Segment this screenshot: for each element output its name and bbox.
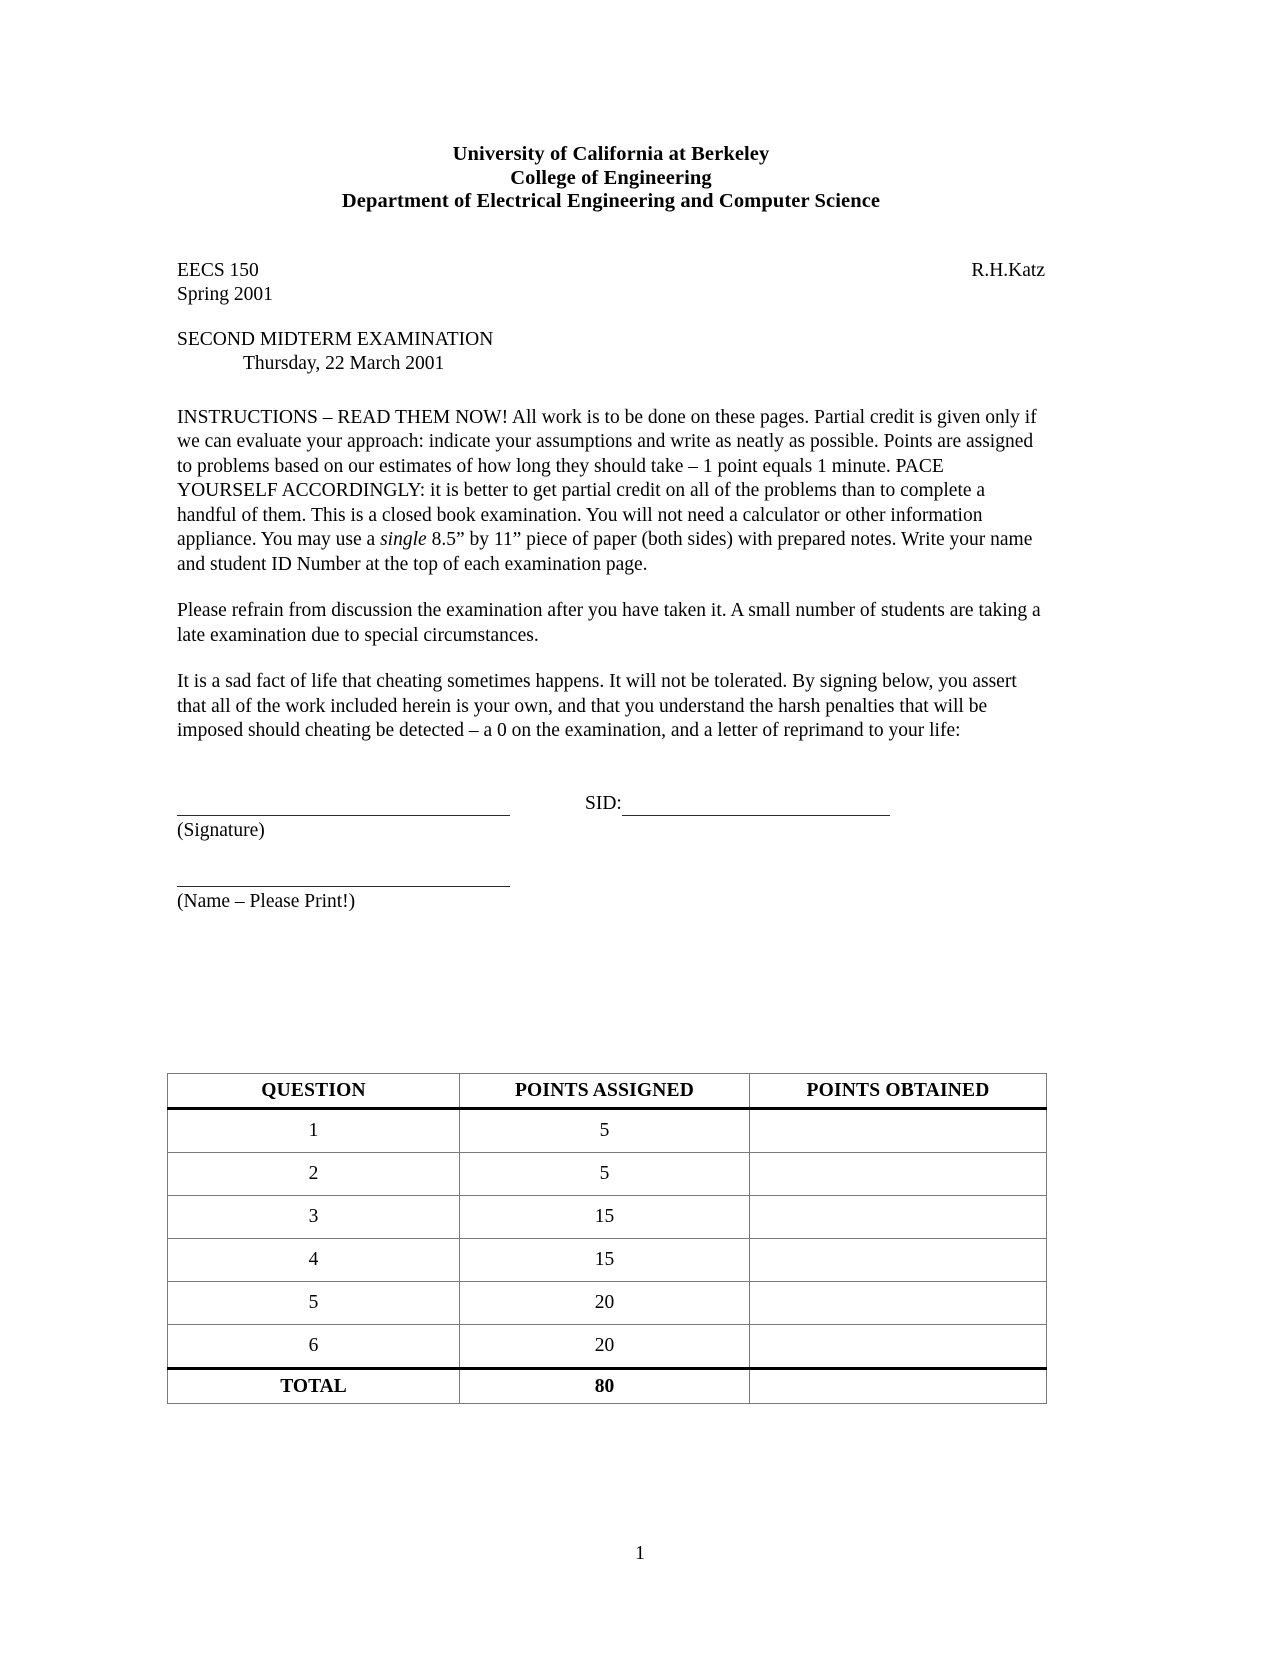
score-table (167, 1073, 1047, 1404)
instructions-paragraph-2: Please refrain from discussion the examination after you have taken it. A small number of students are taking a late examination due to special circumstances. (177, 600, 1041, 646)
cell-points-obtained[interactable] (750, 1325, 1047, 1369)
university-name: University of California at Berkeley (452, 143, 770, 165)
sid-input-line[interactable] (622, 815, 890, 816)
sid-group (585, 792, 890, 816)
cell-total-label: TOTAL (168, 1369, 460, 1404)
cell-total-points-assigned: 80 (460, 1369, 750, 1404)
name-caption: (Name – Please Print!) (177, 890, 356, 912)
instructor-name: R.H.Katz (971, 259, 1045, 281)
department-name: Department of Electrical Engineering and Computer Science (341, 190, 881, 212)
score-table-header-row (168, 1074, 1047, 1109)
cell-points-assigned: 20 (460, 1325, 750, 1369)
signature-line-row (177, 792, 1045, 816)
table-row (168, 1282, 1047, 1325)
column-header-points-assigned: POINTS ASSIGNED (460, 1074, 750, 1109)
signature-caption: (Signature) (177, 819, 265, 841)
score-table-body (168, 1109, 1047, 1404)
instructions-emphasis-single: single (380, 529, 427, 550)
table-row (168, 1239, 1047, 1282)
exam-date: Thursday, 22 March 2001 (243, 352, 445, 374)
document-body (177, 0, 1045, 914)
cell-question: 3 (168, 1196, 460, 1239)
cell-points-obtained[interactable] (750, 1109, 1047, 1153)
page-number: 1 (635, 1543, 645, 1564)
course-number: EECS 150 (177, 259, 259, 281)
cell-points-obtained[interactable] (750, 1153, 1047, 1196)
name-input-line[interactable] (177, 886, 510, 887)
signature-input-line[interactable] (177, 815, 510, 816)
top-spacer (177, 0, 1045, 143)
cell-total-points-obtained[interactable] (750, 1369, 1047, 1404)
column-header-question: QUESTION (168, 1074, 460, 1109)
cell-question: 6 (168, 1325, 460, 1369)
table-row (168, 1196, 1047, 1239)
cell-points-obtained[interactable] (750, 1239, 1047, 1282)
table-row-total (168, 1369, 1047, 1404)
cell-question: 5 (168, 1282, 460, 1325)
cell-points-obtained[interactable] (750, 1282, 1047, 1325)
score-table-wrapper (167, 1073, 1046, 1404)
course-row (177, 259, 1045, 283)
cell-question: 2 (168, 1153, 460, 1196)
cell-question: 1 (168, 1109, 460, 1153)
table-row (168, 1109, 1047, 1153)
cell-points-assigned: 5 (460, 1109, 750, 1153)
exam-title: SECOND MIDTERM EXAMINATION (177, 328, 494, 350)
name-line-row (177, 886, 1045, 887)
cell-question: 4 (168, 1239, 460, 1282)
college-name: College of Engineering (510, 166, 712, 189)
cell-points-obtained[interactable] (750, 1196, 1047, 1239)
course-info (177, 259, 1045, 307)
cell-points-assigned: 5 (460, 1153, 750, 1196)
name-area (177, 886, 1045, 914)
exam-title-block (177, 328, 1045, 376)
table-row (168, 1325, 1047, 1369)
cell-points-assigned: 15 (460, 1239, 750, 1282)
column-header-points-obtained: POINTS OBTAINED (750, 1074, 1047, 1109)
document-header (177, 143, 1045, 214)
sid-label: SID: (585, 792, 622, 814)
instructions-paragraph-3: It is a sad fact of life that cheating sometimes happens. It will not be tolerated. By signing below, you assert that all of the work included herein is your own, and that you understand the harsh penalties that will be imposed should cheating be detected – a 0 on the examination, and a letter of reprimand to your life: (177, 671, 1017, 741)
score-table-head (168, 1074, 1047, 1109)
table-row (168, 1153, 1047, 1196)
instructions-text-part-1: INSTRUCTIONS – READ THEM NOW! All work is to be done on these pages. Partial credit is given only if we can evaluate your approach: indicate your assumptions and write as neatly as possible. Points are assigned to problems based on our estimates of how long they should take – 1 point equals 1 minute. PACE YOURSELF ACCORDINGLY: it is better to get partial credit on all of the problems than to complete a handful of them. This is a closed book examination. You will not need a calculator or other information appliance. You may use a (177, 406, 1037, 550)
cell-points-assigned: 20 (460, 1282, 750, 1325)
cell-points-assigned: 15 (460, 1196, 750, 1239)
signature-area (177, 792, 1045, 843)
instructions-paragraph-1 (177, 406, 1045, 578)
course-term: Spring 2001 (177, 283, 273, 305)
instructions-text-part-2: 8.5” by 11” piece of paper (both sides) with prepared notes. Write your name and student ID Number at the top of each examination page. (177, 529, 1033, 575)
